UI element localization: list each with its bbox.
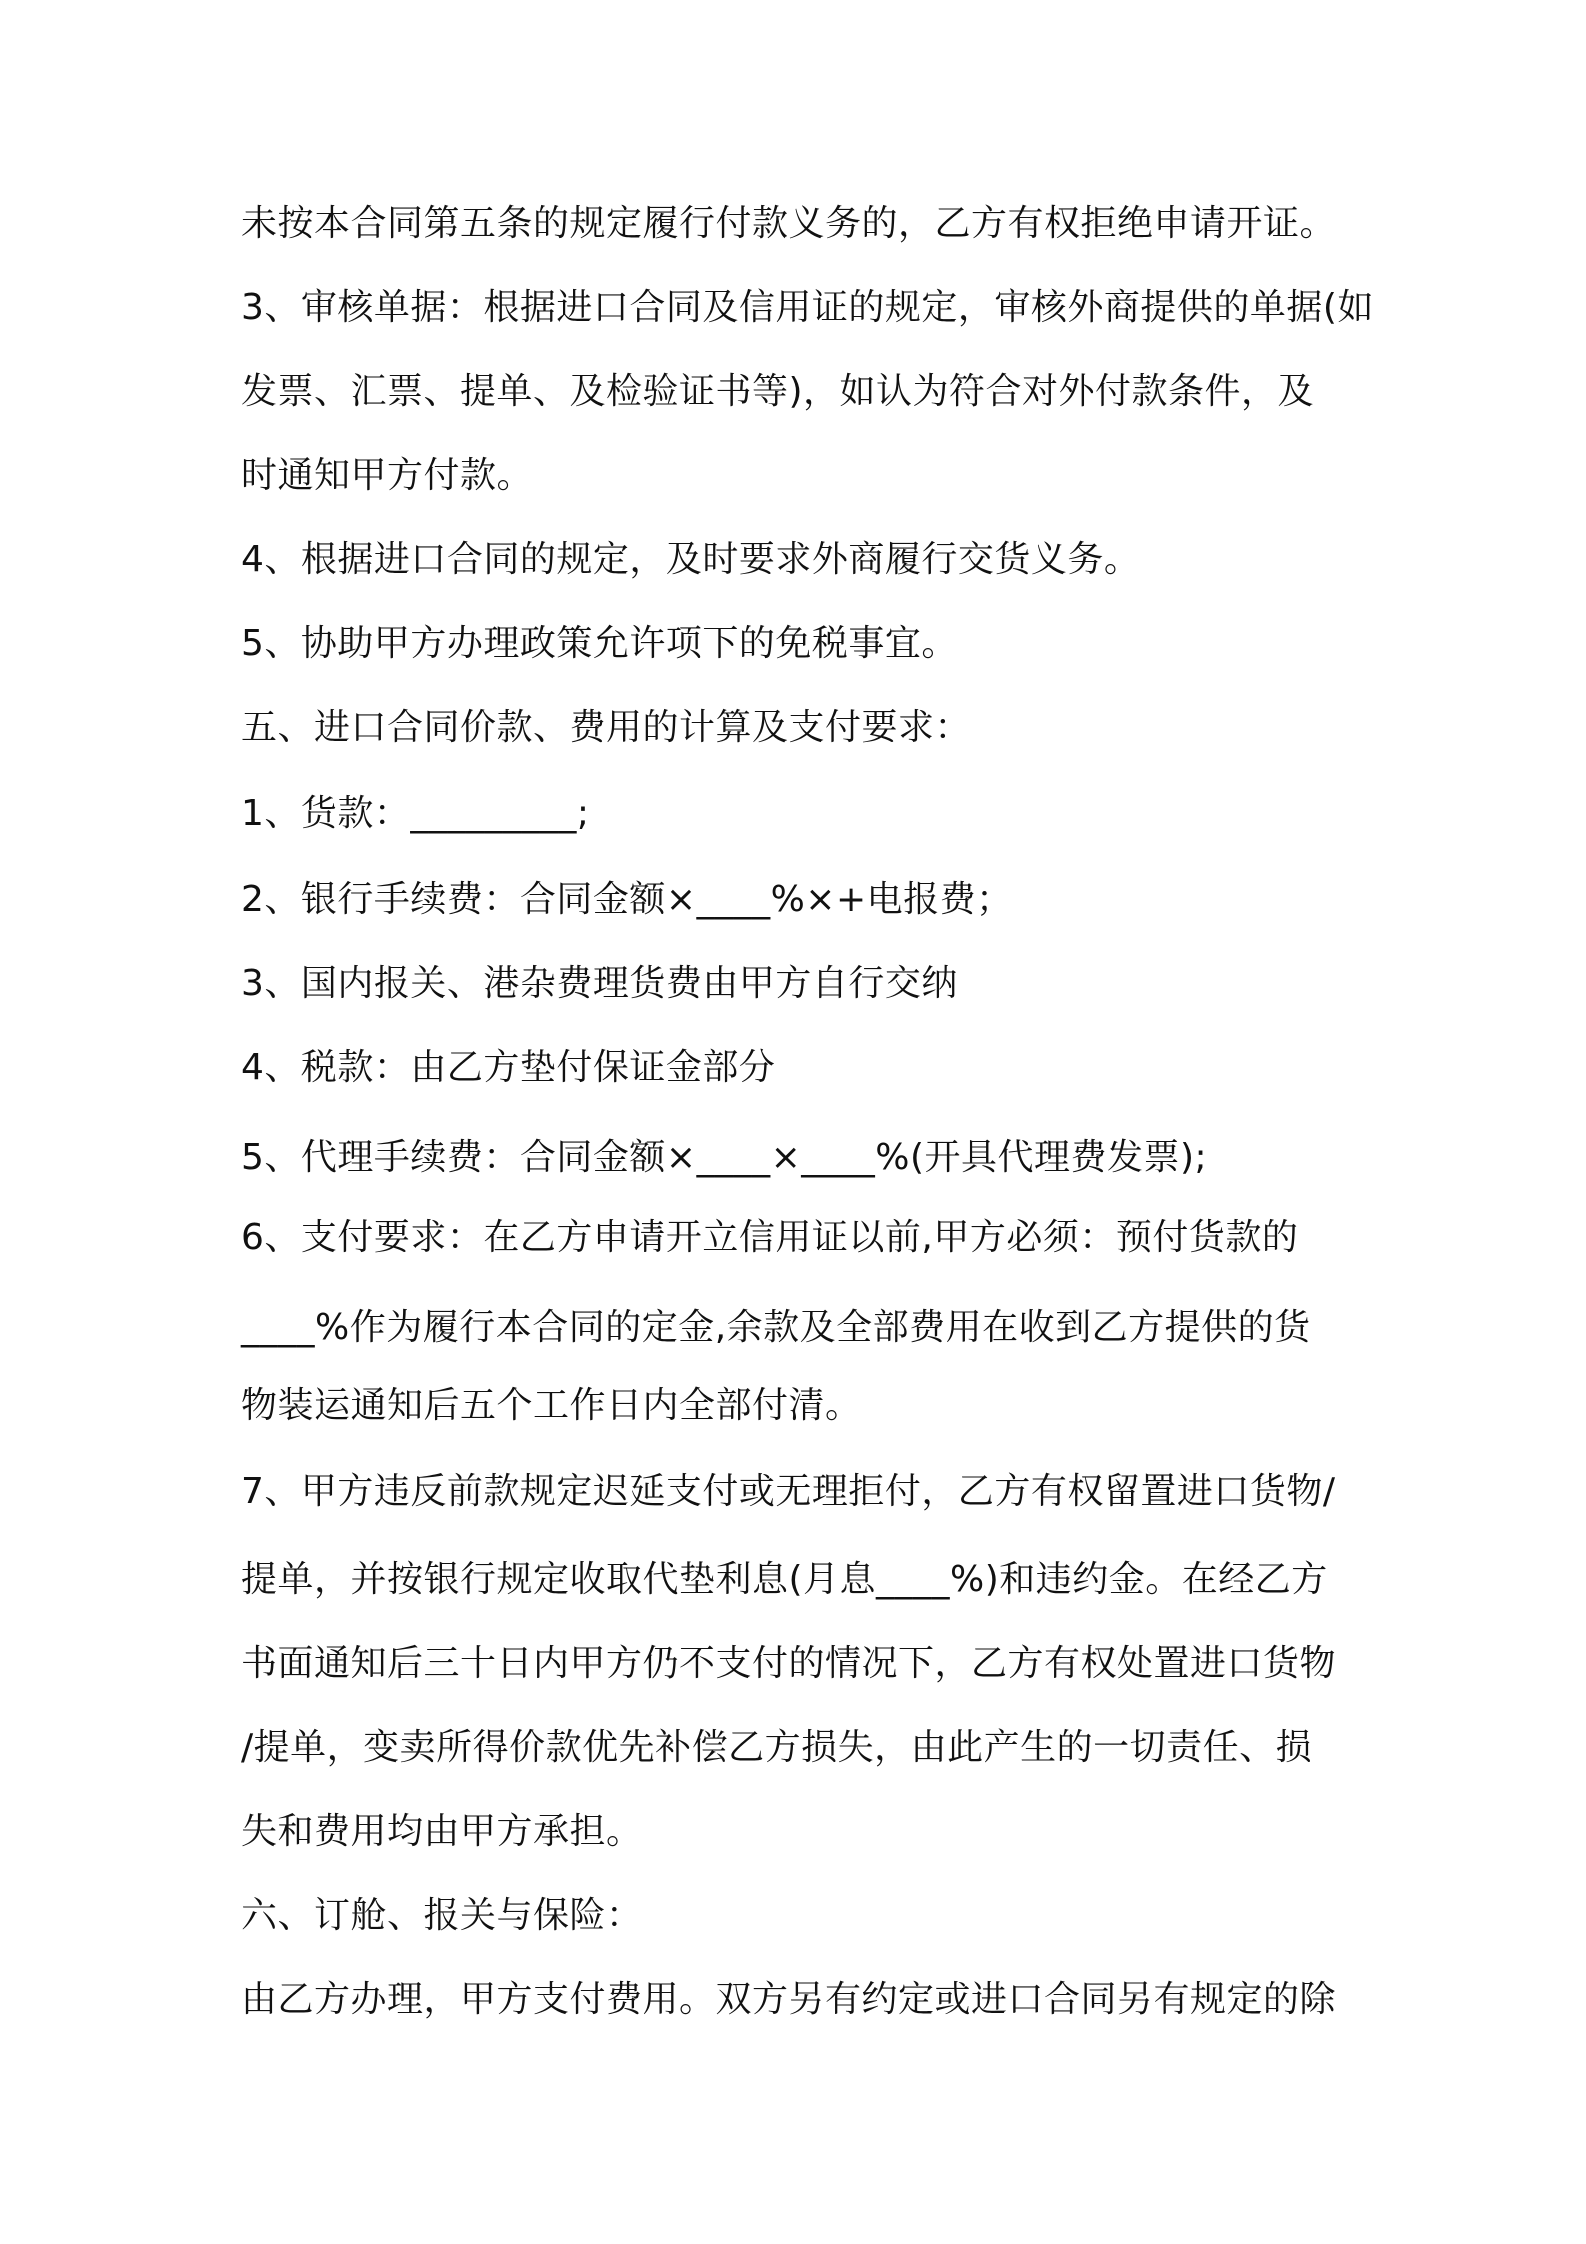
text-line: 提单，并按银行规定收取代垫利息(月息____%)和违约金。在经乙方 <box>241 1559 1328 1600</box>
text-line: 3、国内报关、港杂费理货费由甲方自行交纳 <box>241 963 958 1004</box>
text-line: 书面通知后三十日内甲方仍不支付的情况下，乙方有权处置进口货物 <box>241 1643 1337 1684</box>
text-line: 6、支付要求：在乙方申请开立信用证以前,甲方必须：预付货款的 <box>241 1217 1299 1258</box>
text-line: 7、甲方违反前款规定迟延支付或无理拒付，乙方有权留置进口货物/ <box>241 1471 1336 1512</box>
text-line: 时通知甲方付款。 <box>241 455 534 496</box>
text-line: /提单，变卖所得价款优先补偿乙方损失，由此产生的一切责任、损 <box>241 1727 1313 1768</box>
text-line: 发票、汇票、提单、及检验证书等)，如认为符合对外付款条件，及 <box>241 371 1315 412</box>
section-heading: 五、进口合同价款、费用的计算及支付要求： <box>241 707 972 748</box>
text-line: 5、协助甲方办理政策允许项下的免税事宜。 <box>241 623 958 664</box>
text-line: 未按本合同第五条的规定履行付款义务的，乙方有权拒绝申请开证。 <box>241 203 1337 244</box>
text-line: 由乙方办理，甲方支付费用。双方另有约定或进口合同另有规定的除 <box>241 1979 1337 2020</box>
text-line: 1、货款：_________; <box>241 793 590 834</box>
text-line: 失和费用均由甲方承担。 <box>241 1811 643 1852</box>
text-line: 4、根据进口合同的规定，及时要求外商履行交货义务。 <box>241 539 1141 580</box>
text-line: ____%作为履行本合同的定金,余款及全部费用在收到乙方提供的货 <box>241 1307 1311 1348</box>
text-line: 2、银行手续费：合同金额×____%×+电报费； <box>241 879 1013 920</box>
text-line: 5、代理手续费：合同金额×____×____%(开具代理费发票); <box>241 1137 1208 1178</box>
text-line: 物装运通知后五个工作日内全部付清。 <box>241 1385 862 1426</box>
section-heading: 六、订舱、报关与保险： <box>241 1895 643 1936</box>
text-line: 3、审核单据：根据进口合同及信用证的规定，审核外商提供的单据(如 <box>241 287 1374 328</box>
text-line: 4、税款：由乙方垫付保证金部分 <box>241 1047 776 1088</box>
